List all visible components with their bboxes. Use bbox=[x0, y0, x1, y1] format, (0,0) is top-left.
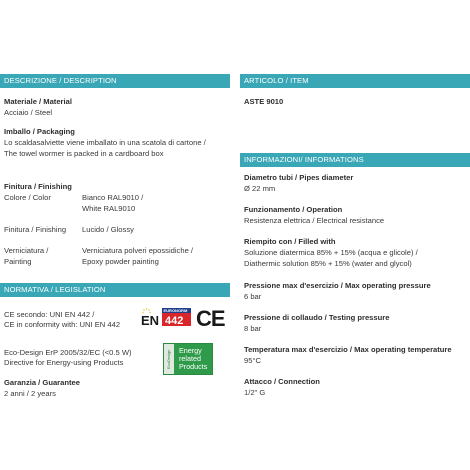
verniciatura-value-2: Epoxy powder painting bbox=[82, 257, 159, 266]
packaging-line-2: The towel wormer is packed in a cardboard box bbox=[4, 149, 164, 158]
ce-line-1: CE secondo: UNI EN 442 / bbox=[4, 310, 95, 319]
finitura-value: Lucido / Glossy bbox=[82, 225, 134, 234]
energy-related-products-logo bbox=[163, 343, 213, 375]
erp-line-2: related bbox=[179, 354, 201, 363]
finitura-label: Finitura / Finishing bbox=[4, 225, 67, 234]
filled-label: Riempito con / Filled with bbox=[244, 237, 336, 246]
finishing-label: Finitura / Finishing bbox=[4, 182, 72, 191]
test-pressure-value: 8 bar bbox=[244, 324, 262, 333]
info-header: INFORMAZIONI/ INFORMATIONS bbox=[240, 153, 470, 167]
pressure-value: 6 bar bbox=[244, 292, 262, 301]
en-442-logo bbox=[140, 307, 192, 327]
en-logo-text: EN bbox=[141, 313, 160, 327]
operation-label: Funzionamento / Operation bbox=[244, 205, 343, 214]
ce-mark: CE bbox=[196, 306, 225, 331]
filled-value-1: Soluzione diatermica 85% + 15% (acqua e glicole) / bbox=[244, 248, 418, 257]
pipe-label: Diametro tubi / Pipes diameter bbox=[244, 173, 354, 182]
colore-value-1: Bianco RAL9010 / bbox=[82, 193, 144, 202]
ecodesign-side-label: EcoDesign bbox=[164, 344, 174, 374]
erp-line-1: Energy bbox=[179, 346, 202, 355]
temperature-label: Temperatura max d'esercizio / Max operating temperature bbox=[244, 345, 452, 354]
guarantee-label: Garanzia / Guarantee bbox=[4, 378, 80, 387]
colore-value-2: White RAL9010 bbox=[82, 204, 136, 213]
filled-value-2: Diathermic solution 85% + 15% (water and glycol) bbox=[244, 259, 412, 268]
eco-line-2: Directive for Energy-using Products bbox=[4, 358, 124, 367]
erp-line-3: Products bbox=[179, 362, 208, 371]
verniciatura-label-2: Painting bbox=[4, 257, 32, 266]
connection-value: 1/2" G bbox=[244, 388, 266, 397]
temperature-value: 95°C bbox=[244, 356, 261, 365]
article-header: ARTICOLO / ITEM bbox=[240, 74, 470, 88]
packaging-label: Imballo / Packaging bbox=[4, 127, 75, 136]
material-label: Materiale / Material bbox=[4, 97, 72, 106]
operation-value: Resistenza elettrica / Electrical resistance bbox=[244, 216, 385, 225]
en-logo-442: 442 bbox=[165, 315, 184, 327]
verniciatura-label-1: Verniciatura / bbox=[4, 246, 49, 255]
connection-label: Attacco / Connection bbox=[244, 377, 320, 386]
article-value: ASTE 9010 bbox=[244, 97, 284, 106]
description-header: DESCRIZIONE / DESCRIPTION bbox=[0, 74, 230, 88]
guarantee-value: 2 anni / 2 years bbox=[4, 389, 56, 398]
ce-line-2: CE in conformity with: UNI EN 442 bbox=[4, 320, 121, 329]
colore-label: Colore / Color bbox=[4, 193, 51, 202]
pipe-value: Ø 22 mm bbox=[244, 184, 276, 193]
verniciatura-value-1: Verniciatura polveri epossidiche / bbox=[82, 246, 194, 255]
en-logo-euronorm: EURONORM bbox=[163, 308, 188, 313]
test-pressure-label: Pressione di collaudo / Testing pressure bbox=[244, 313, 390, 322]
legislation-header: NORMATIVA / LEGISLATION bbox=[0, 283, 230, 297]
pressure-label: Pressione max d'esercizio / Max operating pressure bbox=[244, 281, 431, 290]
material-value: Acciaio / Steel bbox=[4, 108, 53, 117]
eco-line-1: Eco-Design ErP 2005/32/EC (<0.5 W) bbox=[4, 348, 132, 357]
packaging-line-1: Lo scaldasalviette viene imballato in una scatola di cartone / bbox=[4, 138, 206, 147]
